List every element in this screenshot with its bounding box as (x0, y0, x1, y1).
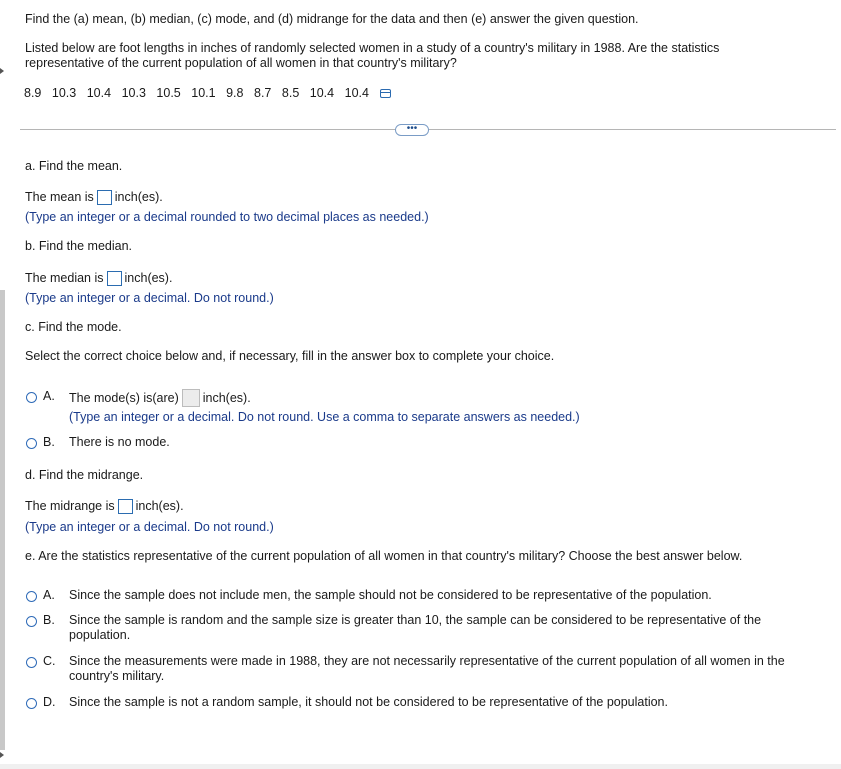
choice-letter: B. (43, 435, 55, 449)
choice-text: Since the sample is not a random sample, it should not be considered to be representative of the population. (69, 695, 668, 709)
radio-button[interactable] (26, 392, 37, 403)
part-d-label: d. Find the midrange. (25, 468, 144, 482)
part-a-hint: (Type an integer or a decimal rounded to two decimal places as needed.) (25, 210, 429, 224)
data-value: 10.3 (121, 86, 146, 100)
part-c-instruction: Select the correct choice below and, if necessary, fill in the answer box to complete your choice. (25, 349, 555, 363)
mean-answer-box[interactable] (97, 190, 112, 205)
data-value: 8.7 (254, 86, 272, 100)
data-value: 10.4 (86, 86, 112, 100)
part-d-hint: (Type an integer or a decimal. Do not round.) (25, 520, 274, 534)
bottom-scrollbar[interactable] (0, 764, 841, 769)
radio-button[interactable] (26, 591, 37, 602)
radio-button[interactable] (26, 657, 37, 668)
left-scroll-arrow-up[interactable] (0, 68, 4, 74)
part-b-answer-line: The median is inch(es). (25, 271, 173, 285)
radio-button[interactable] (26, 616, 37, 627)
choice-text: The mode(s) is(are) inch(es). (69, 391, 251, 405)
part-b-hint: (Type an integer or a decimal. Do not round.) (25, 291, 274, 305)
radio-button[interactable] (26, 698, 37, 709)
part-a-answer-line: The mean is inch(es). (25, 190, 163, 204)
question-prompt-line-1: Listed below are foot lengths in inches of randomly selected women in a study of a country's military in 1988. Are the statistics (25, 41, 720, 55)
question-title: Find the (a) mean, (b) median, (c) mode, and (d) midrange for the data and then (e) answer the given question. (25, 12, 639, 26)
question-prompt-line-2: representative of the current population of all women in that country's military? (25, 56, 457, 70)
data-value: 10.3 (51, 86, 77, 100)
choice-letter: D. (43, 695, 56, 709)
expand-more-button[interactable]: ••• (395, 124, 429, 136)
choice-letter: C. (43, 654, 56, 668)
radio-button[interactable] (26, 438, 37, 449)
choice-letter: A. (43, 588, 55, 602)
data-value: 10.4 (309, 86, 335, 100)
left-scrollbar[interactable] (0, 290, 5, 750)
choice-text: Since the sample does not include men, the sample should not be considered to be representative of the population. (69, 588, 712, 602)
choice-text: Since the measurements were made in 1988, they are not necessarily representative of the current population of all women in the country's military. (69, 654, 785, 683)
choice-text: Since the sample is random and the sample size is greater than 10, the sample can be considered to be representative of the population. (69, 613, 762, 642)
choice-letter: A. (43, 389, 55, 403)
data-value: 10.4 (344, 86, 369, 100)
left-scroll-arrow-down[interactable] (0, 752, 4, 758)
part-e-label: e. Are the statistics representative of the current population of all women in that country's military? Choose the best answer below. (25, 549, 743, 563)
data-value: 10.5 (156, 86, 181, 100)
part-a-label: a. Find the mean. (25, 159, 123, 173)
data-value: 8.9 (24, 86, 42, 100)
choice-text: There is no mode. (69, 435, 170, 449)
data-values (24, 86, 391, 100)
part-c-label: c. Find the mode. (25, 320, 122, 334)
mode-answer-box[interactable] (182, 389, 200, 407)
table-copy-icon[interactable] (380, 89, 391, 98)
mode-choice-a-hint: (Type an integer or a decimal. Do not round. Use a comma to separate answers as needed.) (69, 410, 580, 424)
midrange-answer-box[interactable] (118, 499, 133, 514)
part-b-label: b. Find the median. (25, 239, 133, 253)
data-value: 8.5 (281, 86, 300, 100)
choice-letter: B. (43, 613, 55, 627)
data-value: 9.8 (226, 86, 244, 100)
data-value: 10.1 (191, 86, 216, 100)
part-d-answer-line: The midrange is inch(es). (25, 499, 184, 513)
median-answer-box[interactable] (107, 271, 122, 286)
